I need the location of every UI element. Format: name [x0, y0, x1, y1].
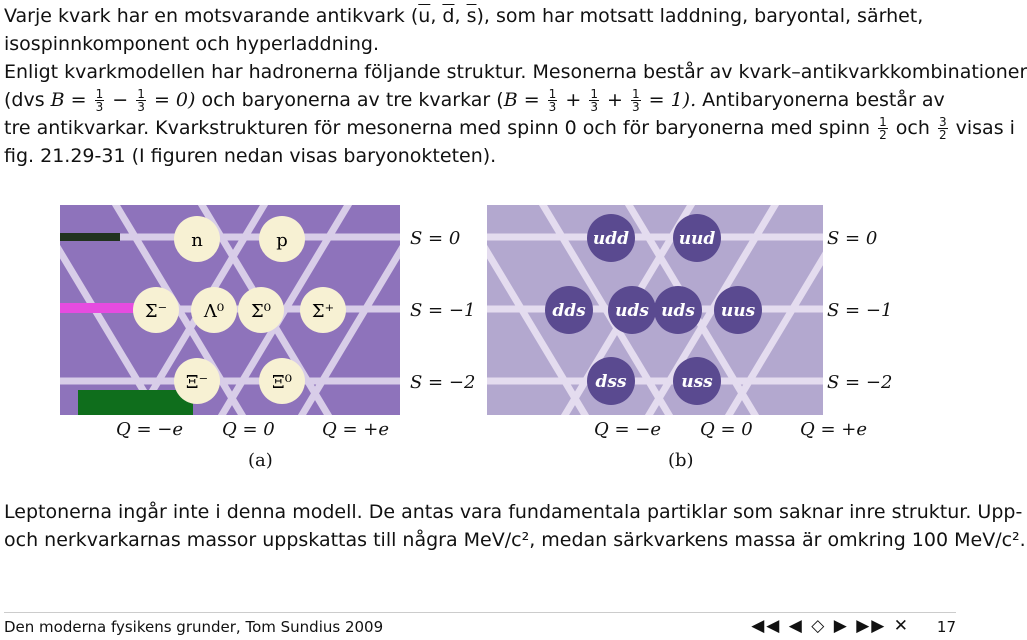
anti-d: $\overline{d}$: [442, 5, 455, 27]
baryon-octet-figure-b: [487, 205, 907, 415]
particle-label: Λ⁰: [203, 301, 225, 322]
scan-artifact: [78, 390, 193, 415]
fraction-three-halves: $\frac{3}{2}$: [938, 115, 947, 142]
footer-credit: Den moderna fysikens grunder, Tom Sundius 2009: [4, 618, 384, 636]
fraction: $\frac{1}{3}$: [137, 87, 145, 114]
particle-label: p: [276, 230, 288, 251]
anti-s: $\overline{s}$: [466, 5, 477, 27]
figure-b-svg: [487, 205, 907, 415]
intro-paragraph: Varje kvark har en motsvarande antikvark ($\overline{u}$, $\overline{d}$, $\overline{s}$), som har motsatt laddning, baryontal, särhet, isospinnkomponent och hyperladdning.: [4, 5, 924, 55]
page-number: 17: [936, 618, 956, 636]
figure-a-svg: [60, 205, 482, 415]
row-label: S = −1: [827, 300, 893, 321]
lepton-paragraph: Leptonerna ingår inte i denna modell. De antas vara fundamentala partiklar som saknar inre struktur. Upp- och nerkvarkarnas massor uppskattas till några MeV/c², medan särkvarkens massa är omkring 100 MeV/c².: [4, 501, 1026, 551]
quark-label: uds: [615, 301, 649, 321]
charge-label: Q = +e: [800, 419, 868, 440]
row-label: S = −2: [827, 372, 893, 393]
figure-a-caption: (a): [248, 450, 273, 471]
particle-label: Σ⁻: [144, 301, 168, 322]
fraction: $\frac{1}{3}$: [548, 87, 557, 114]
quark-label: uus: [720, 301, 756, 321]
figure-b-caption: (b): [668, 450, 694, 471]
quark-label: uud: [678, 229, 716, 249]
strangeness-labels: [410, 228, 475, 393]
charge-label: Q = −e: [116, 419, 184, 440]
charge-label: Q = 0: [222, 419, 275, 440]
fraction: $\frac{1}{3}$: [631, 87, 640, 114]
fraction: $\frac{1}{3}$: [590, 87, 598, 114]
slide-navigation-icons[interactable]: ◀◀ ◀ ◇ ▶ ▶▶ ✕: [751, 616, 910, 636]
quark-label: dds: [552, 301, 586, 321]
quark-label: udd: [592, 229, 630, 249]
charge-label: Q = +e: [322, 419, 390, 440]
scan-artifact: [60, 233, 120, 241]
particle-label: Ξ⁻: [185, 372, 209, 393]
quark-model-paragraph: Enligt kvarkmodellen har hadronerna följande struktur. Mesonerna består av kvark–antikvarkkombinationer (dvs B = $\frac{1}{3}$ − $\frac{1}{3}$ = 0) och baryonerna av tre kvarkar (B = $\frac{1}{3}$ + $\frac{1}{3}$ + $\frac{1}{3}$ = 1). Antibaryonerna består av tre antikvarkar. Kvarkstrukturen för mesonerna med spinn 0 och för baryonerna med spinn $\frac{1}{2}$ och $\frac{3}{2}$ visas i fig. 21.29-31 (I figuren nedan visas baryonokteten).: [4, 61, 1027, 167]
row-label: S = −1: [410, 300, 476, 321]
anti-u: $\overline{u}$: [418, 5, 431, 27]
quark-label: uds: [661, 301, 695, 321]
scan-artifact: [60, 303, 145, 313]
quark-label: dss: [595, 372, 627, 392]
charge-label: Q = 0: [700, 419, 753, 440]
particle-label: Σ⁰: [251, 301, 271, 322]
baryon-octet-figure-a: [60, 205, 482, 415]
slide-footer: [4, 612, 956, 637]
fraction-one-half: $\frac{1}{2}$: [879, 115, 887, 142]
charge-label: Q = −e: [594, 419, 662, 440]
particle-label: Ξ⁰: [272, 372, 292, 393]
fraction: $\frac{1}{3}$: [95, 87, 104, 114]
particle-label: n: [191, 230, 203, 251]
particle-label: Σ⁺: [311, 301, 335, 322]
row-label: S = 0: [827, 228, 878, 249]
row-label: S = −2: [410, 372, 476, 393]
quark-label: uss: [681, 372, 713, 392]
row-label: S = 0: [410, 228, 461, 249]
strangeness-labels: [827, 228, 892, 393]
